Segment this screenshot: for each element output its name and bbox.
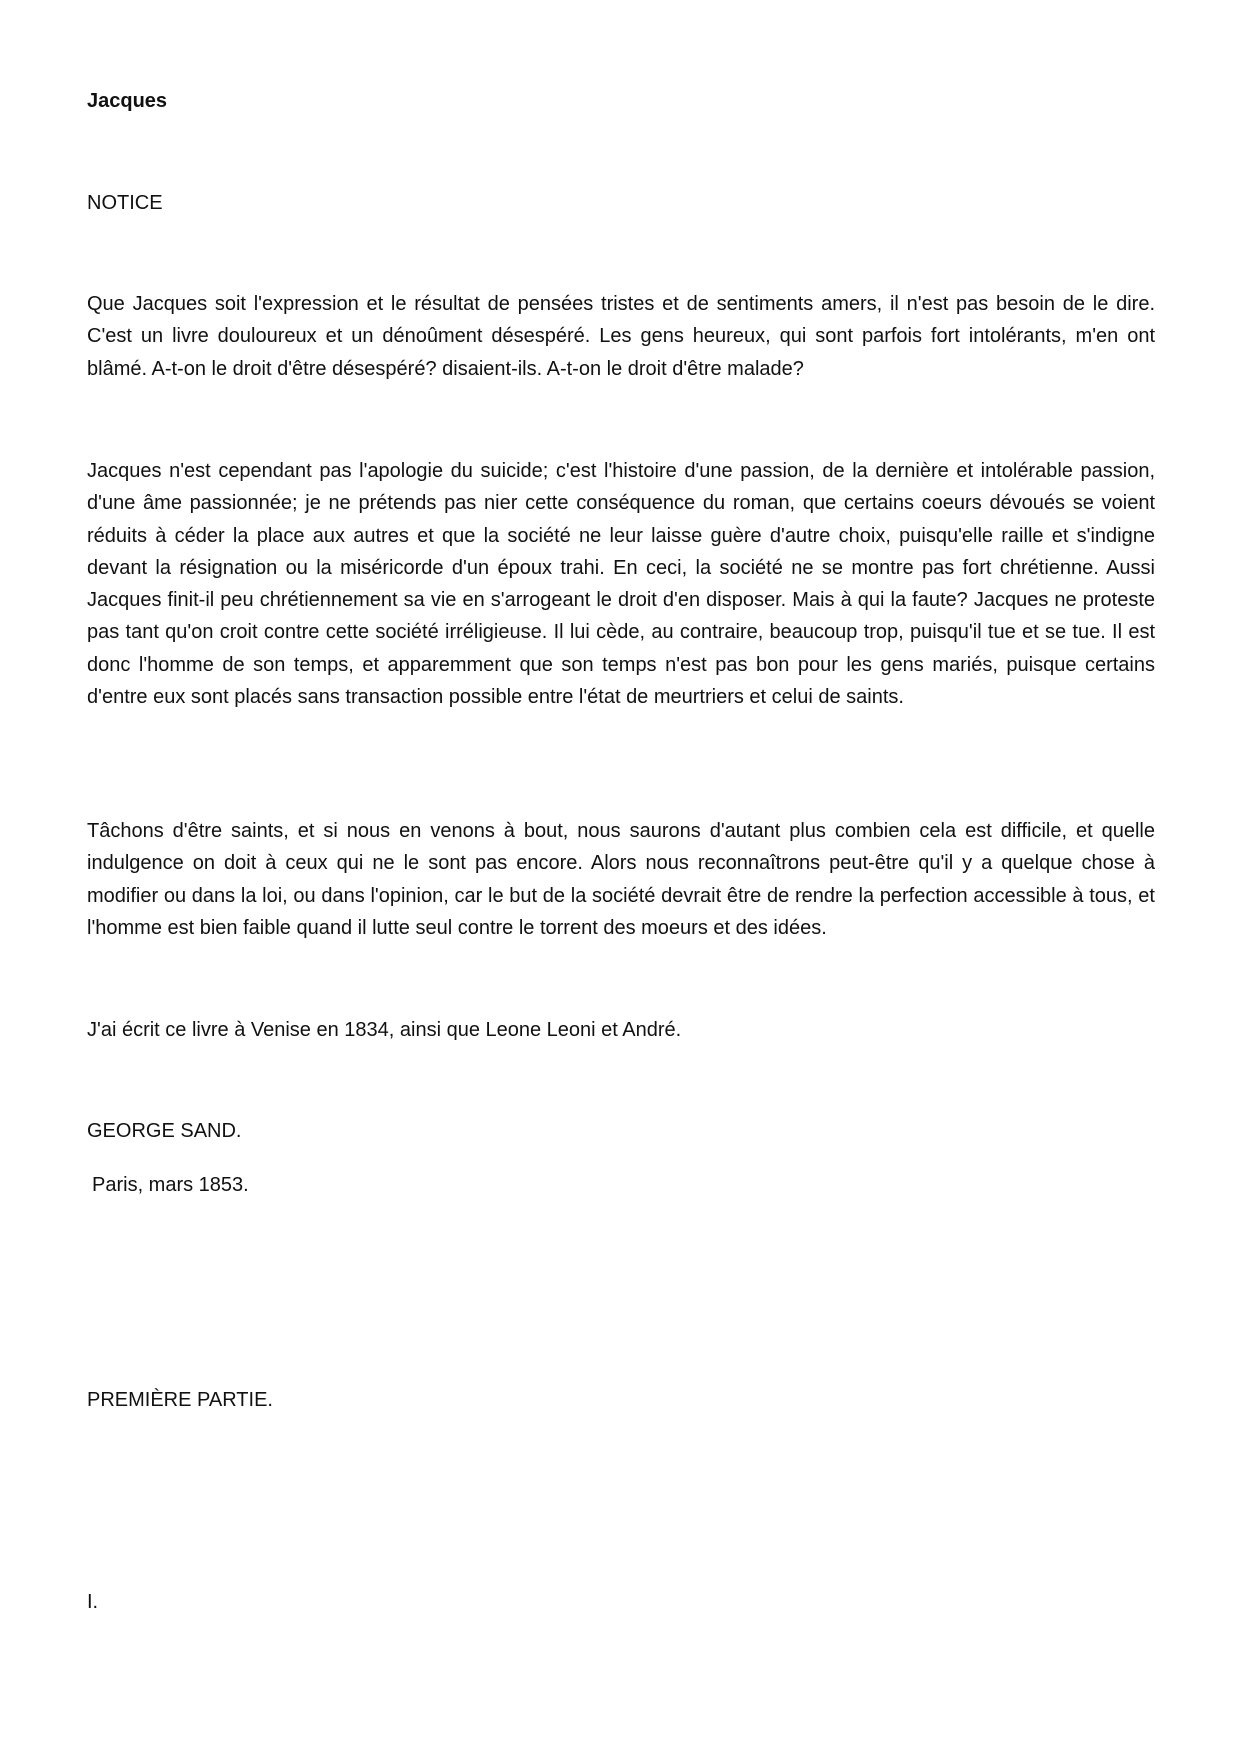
notice-heading: NOTICE: [87, 192, 163, 214]
paragraph-2: Jacques n'est cependant pas l'apologie du suicide; c'est l'histoire d'une passion, de la dernière et intolérable passion, d'une âme passionnée; je ne prétends pas nier cette conséquence du roman, que certains coeurs dévoués se voient réduits à céder la place aux autres et que la société ne leur laisse guère d'autre choix, puisqu'elle raille et s'indigne devant la résignation ou la miséricorde d'un époux trahi. En ceci, la société ne se montre pas fort chrétienne. Aussi Jacques finit-il peu chrétiennement sa vie en s'arrogeant le droit d'en disposer. Mais à qui la faute? Jacques ne proteste pas tant qu'on croit contre cette société irréligieuse. Il lui cède, au contraire, beaucoup trop, puisqu'il tue et se tue. Il est donc l'homme de son temps, et apparemment que son temps n'est pas bon pour les gens mariés, puisque certains d'entre eux sont placés sans transaction possible entre l'état de meurtriers et celui de saints.: [87, 460, 1155, 709]
part-heading: PREMIÈRE PARTIE.: [87, 1389, 273, 1411]
place-date: Paris, mars 1853.: [92, 1174, 249, 1196]
paragraph-3: Tâchons d'être saints, et si nous en venons à bout, nous saurons d'autant plus combien cela est difficile, et quelle indulgence on doit à ceux qui ne le sont pas encore. Alors nous reconnaîtrons peut-être qu'il y a quelque chose à modifier ou dans la loi, ou dans l'opinion, car le but de la société devrait être de rendre la perfection accessible à tous, et l'homme est bien faible quand il lutte seul contre le torrent des moeurs et des idées.: [87, 820, 1155, 939]
paragraph-1: Que Jacques soit l'expression et le résultat de pensées tristes et de sentiments amers, il n'est pas besoin de le dire. C'est un livre douloureux et un dénoûment désespéré. Les gens heureux, qui sont parfois fort intolérants, m'en ont blâmé. A-t-on le droit d'être désespéré? disaient-ils. A-t-on le droit d'être malade?: [87, 293, 1155, 380]
chapter-heading: I.: [87, 1591, 99, 1613]
document-title: Jacques: [87, 90, 168, 112]
paragraph-4: J'ai écrit ce livre à Venise en 1834, ainsi que Leone Leoni et André.: [87, 1019, 682, 1041]
signature: GEORGE SAND.: [87, 1120, 242, 1142]
